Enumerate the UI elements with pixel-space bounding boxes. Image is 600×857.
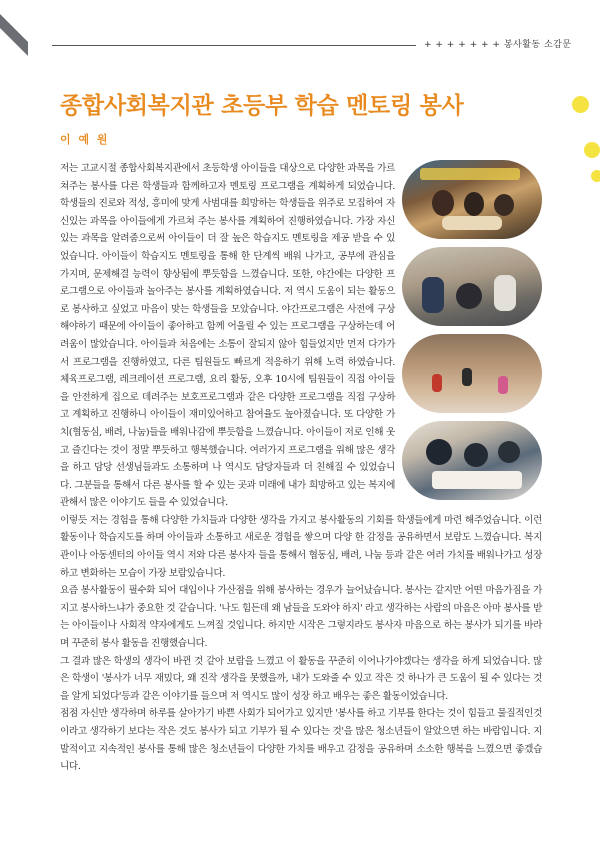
- header-rule: [52, 45, 416, 46]
- decor-dot: [584, 142, 600, 158]
- article-author: 이 예 원: [60, 133, 110, 146]
- paragraph: 이렇듯 저는 경험을 통해 다양한 가치들과 다양한 생각을 가지고 봉사활동의 기회를 학생들에게 마련 해주었습니다. 이런 활동이나 학습지도를 하며 아이들과 소통하고 새로운 경험을 쌓으며 다양 한 감정을 공유하면서 보람도 느꼈습니다. 복지관이나 아동센터의 아이들 역시 저와 다른 봉사자 들을 통해서 협동심, 배려, 나눔 등과 같은 여러 가치를 배워나가고 성장하고 변화하는 모습이 가장 보람있습니다.: [60, 514, 542, 579]
- gym-photo: [402, 247, 542, 326]
- decor-dot: [591, 170, 600, 182]
- corner-decoration: [0, 0, 40, 60]
- decor-dot: [572, 96, 589, 113]
- paragraph: 그 결과 많은 학생의 생각이 바뀐 것 같아 보람을 느꼈고 이 활동을 꾸준히 이어나가야겠다는 생각을 하게 되었습니다. 많은 학생이 '봉사가 너무 재밌다, 왜 진작 생각을 못했을까, 내가 도와줄 수 있고 작은 것 하나가 큰 도움이 될 수 있다는 것을 알게 되었다'등과 같은 이야기를 들으며 저 역시도 많이 성장 하고 배우는 좋은 활동이었습니다.: [60, 655, 542, 702]
- party-photo: [402, 160, 542, 239]
- paragraph: 저는 고교시절 종합사회복지관에서 초등학생 아이들을 대상으로 다양한 과목을 가르쳐주는 봉사를 다른 학생들과 함께하고자 멘토링 프로그램을 계획하게 되었습니다. 학생들의 진로와 적성, 흥미에 맞게 사범대를 희망하는 학생들을 위주로 모집하여 자신있는 과목을 아이들에게 가르쳐 주는 봉사를 계획하여 진행하였습니다. 가장 자신 있는 과목을 알려줌으로써 아이들이 더 잘 높은 학습지도 멘토링을 제공 받을 수 있었습니다. 아이들이 학습지도 멘토링을 통해 한 단계씩 배워 나가고, 공부에 관심을 가지며, 문제해결 능력이 향상됨에 뿌듯함을 느꼈습니다. 또한, 야간에는 다양한 프로그램으로 아이들과 놀아주는 봉사를 계획하였습니다. 저 역시 도움이 되는 활동으로 봉사하고 싶었고 마음이 맞는 학생들을 모았습니다. 야간프로그램은 사전에 구상해야하기 때문에 아이들이 좋아하고 함께 어울릴 수 있는 프로그램을 구상하는데 어려움이 많았습니다. 아이들과 처음에는 소통이 잘되지 않아 힘들었지만 먼저 다가가서 프로그램을 진행하였고, 다른 팀원들도 빠르게 적응하기 위해 노력 하였습니다. 체육프로그램, 레크레이션 프로그램, 요리 활동, 오후 10시에 팀원들이 직접 아이들을 안전하게 집으로 데려주는 보호프로그램과 같은 다양한 프로그램을 직접 구상하고 계획하고 진행하니 아이들이 재미있어하고 참여율도 높아졌습니다. 또 다양한 가치(협동심, 배려, 나눔)들을 배워나감에 뿌듯함을 느꼈습니다. 아이들이 저로 인해 웃고 즐긴다는 것이 정말 뿌듯하고 행복했습니다. 여러가지 프로그램을 위해 많은 생각을 하고 담당 선생님들과도 소통하며 나 역시도 담당자들과 더 친해질 수 있었습니다. 그분들을 통해서 다른 봉사를 할 수 있는 곳과 미래에 내가 희망하고 있는 복지에 관해서 많은 이야기도 들을 수 있었습니다.: [60, 160, 542, 512]
- paragraph: 점점 자신만 생각하며 하루를 살아가기 바쁜 사회가 되어가고 있지만 '봉사를 하고 기부를 한다는 것이 힘들고 물질적인것이라고 생각하기 보다는 작은 것도 봉사가 되고 기부가 될 수 있다는 것'을 많은 청소년들이 알았으면 하는 바람입니다. 지발적이고 지속적인 봉사를 통해 많은 청소년들이 다양한 가치를 배우고 감정을 공유하며 소소한 행복을 느꼈으면 좋겠습니다.: [60, 708, 542, 773]
- kids-activity-photo: [402, 334, 542, 413]
- photo-column: [402, 160, 542, 508]
- tutoring-photo: [402, 421, 542, 500]
- section-label: + + + + + + + 봉사활동 소감문: [424, 40, 572, 50]
- article-title: 종합사회복지관 초등부 학습 멘토링 봉사: [60, 93, 464, 119]
- paragraph: 요즘 봉사활동이 필수화 되어 대입이나 가산점을 위해 봉사하는 경우가 늘어났습니다. 봉사는 같지만 어떤 마음가짐을 가지고 봉사하느냐가 중요한 것 같습니다. '나도 힘든데 왜 남들을 도와야 하지' 라고 생각하는 사람의 마음은 아마 봉사를 받는 아이들이나 사회적 약자에게도 느껴질 것입니다. 하지만 시작은 그렇지라도 봉사자 마음으로 하는 봉사가 되기를 바라며 꾸준히 봉사 활동을 진행했습니다.: [60, 585, 542, 650]
- article-body: [60, 160, 542, 776]
